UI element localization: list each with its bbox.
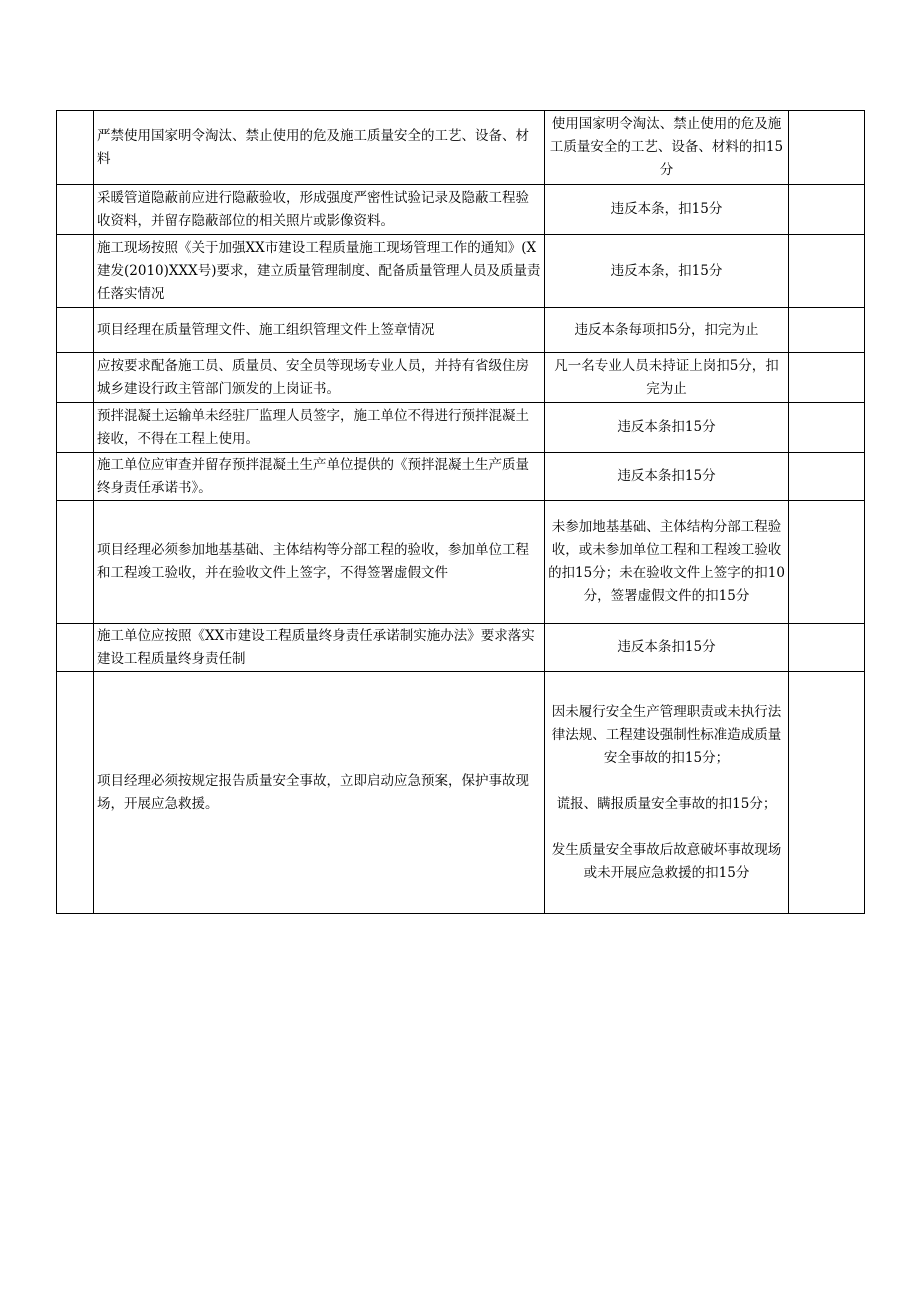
index-cell bbox=[57, 235, 94, 308]
penalty-cell: 未参加地基基础、主体结构分部工程验收，或未参加单位工程和工程竣工验收的扣15分；未在验收文件上签字的扣10分，签署虚假文件的扣15分 bbox=[545, 501, 789, 624]
requirement-cell: 项目经理必须参加地基基础、主体结构等分部工程的验收，参加单位工程和工程竣工验收，并在验收文件上签字，不得签署虚假文件 bbox=[94, 501, 545, 624]
requirement-cell: 项目经理必须按规定报告质量安全事故，立即启动应急预案，保护事故现场，开展应急救援。 bbox=[94, 672, 545, 914]
requirement-cell: 严禁使用国家明令淘汰、禁止使用的危及施工质量安全的工艺、设备、材料 bbox=[94, 111, 545, 185]
table-row bbox=[57, 353, 865, 403]
penalty-paragraph: 发生质量安全事故后故意破坏事故现场或未开展应急救援的扣15分 bbox=[551, 841, 782, 881]
table-row bbox=[57, 501, 865, 624]
inspection-table bbox=[56, 110, 865, 914]
index-cell bbox=[57, 403, 94, 453]
index-cell bbox=[57, 111, 94, 185]
penalty-cell: 凡一名专业人员未持证上岗扣5分，扣完为止 bbox=[545, 353, 789, 403]
penalty-cell bbox=[545, 672, 789, 914]
score-cell bbox=[789, 403, 865, 453]
penalty-cell: 违反本条扣15分 bbox=[545, 624, 789, 672]
penalty-cell: 违反本条，扣15分 bbox=[545, 185, 789, 235]
penalty-paragraph: 谎报、瞒报质量安全事故的扣15分； bbox=[556, 795, 777, 812]
table-row bbox=[57, 672, 865, 914]
requirement-cell: 施工现场按照《关于加强XX市建设工程质量施工现场管理工作的通知》(X建发(2010)XXX号)要求，建立质量管理制度、配备质量管理人员及质量责任落实情况 bbox=[94, 235, 545, 308]
penalty-cell: 违反本条扣15分 bbox=[545, 403, 789, 453]
index-cell bbox=[57, 501, 94, 624]
penalty-cell: 违反本条每项扣5分，扣完为止 bbox=[545, 308, 789, 353]
score-cell bbox=[789, 501, 865, 624]
index-cell bbox=[57, 353, 94, 403]
score-cell bbox=[789, 235, 865, 308]
table-row bbox=[57, 403, 865, 453]
requirement-cell: 施工单位应按照《XX市建设工程质量终身责任承诺制实施办法》要求落实建设工程质量终身责任制 bbox=[94, 624, 545, 672]
requirement-cell: 采暖管道隐蔽前应进行隐蔽验收，形成强度严密性试验记录及隐蔽工程验收资料，并留存隐蔽部位的相关照片或影像资料。 bbox=[94, 185, 545, 235]
table-row bbox=[57, 235, 865, 308]
penalty-cell: 违反本条，扣15分 bbox=[545, 235, 789, 308]
index-cell bbox=[57, 453, 94, 501]
score-cell bbox=[789, 185, 865, 235]
requirement-cell: 施工单位应审查并留存预拌混凝土生产单位提供的《预拌混凝土生产质量终身责任承诺书》。 bbox=[94, 453, 545, 501]
requirement-cell: 项目经理在质量管理文件、施工组织管理文件上签章情况 bbox=[94, 308, 545, 353]
score-cell bbox=[789, 453, 865, 501]
table-row bbox=[57, 111, 865, 185]
score-cell bbox=[789, 308, 865, 353]
penalty-paragraph: 因未履行安全生产管理职责或未执行法律法规、工程建设强制性标准造成质量安全事故的扣15分； bbox=[551, 703, 782, 766]
score-cell bbox=[789, 111, 865, 185]
score-cell bbox=[789, 624, 865, 672]
score-cell bbox=[789, 672, 865, 914]
table-row bbox=[57, 624, 865, 672]
score-cell bbox=[789, 353, 865, 403]
index-cell bbox=[57, 185, 94, 235]
table-row bbox=[57, 185, 865, 235]
penalty-cell: 违反本条扣15分 bbox=[545, 453, 789, 501]
requirement-cell: 应按要求配备施工员、质量员、安全员等现场专业人员，并持有省级住房城乡建设行政主管部门颁发的上岗证书。 bbox=[94, 353, 545, 403]
table-row bbox=[57, 308, 865, 353]
index-cell bbox=[57, 672, 94, 914]
index-cell bbox=[57, 308, 94, 353]
table-row bbox=[57, 453, 865, 501]
penalty-cell: 使用国家明令淘汰、禁止使用的危及施工质量安全的工艺、设备、材料的扣15分 bbox=[545, 111, 789, 185]
requirement-cell: 预拌混凝土运输单未经驻厂监理人员签字，施工单位不得进行预拌混凝土接收，不得在工程上使用。 bbox=[94, 403, 545, 453]
index-cell bbox=[57, 624, 94, 672]
